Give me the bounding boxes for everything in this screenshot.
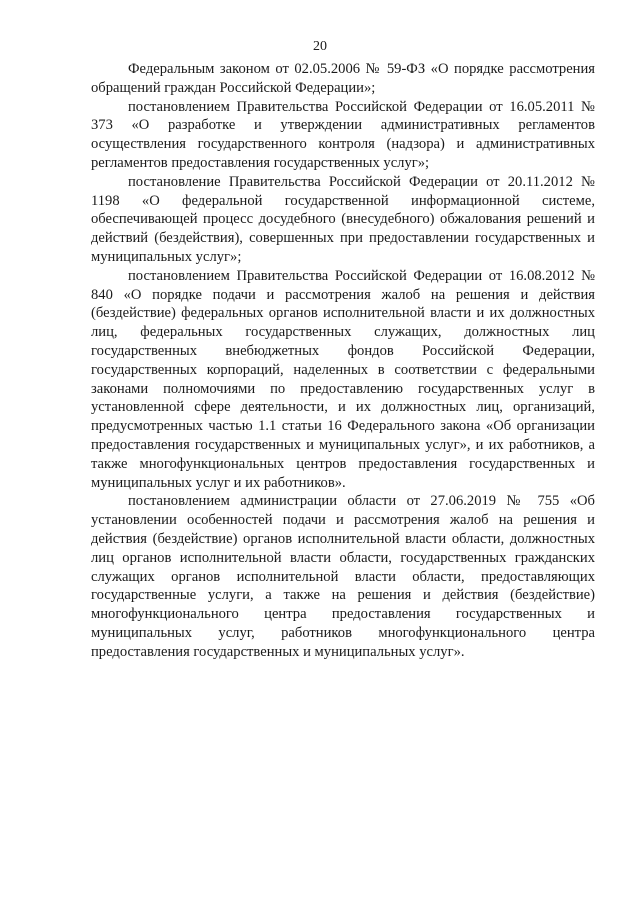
paragraph-decree-755: постановлением администрации области от 27.06.2019 № 755 «Об установлении особенностей подачи и рассмотрения жалоб на решения и действия (бездействие) органов исполнительной власти области, должностных лиц органов исполнительной власти области, государственных гражданских служащих органов исполнительной власти области, предоставляющих государственные услуги, а также на решения и действия (бездействие) многофункционального центра предоставления государственных и муниципальных услуг, работников многофункционального центра предоставления государственных и муниципальных услуг».: [91, 493, 595, 660]
paragraph-decree-840: постановлением Правительства Российской Федерации от 16.08.2012 № 840 «О порядке подачи и рассмотрения жалоб на решения и действия (бездействие) федеральных органов исполнительной власти и их должностных лиц, федеральных государственных служащих, должностных лиц государственных внебюджетных фондов Российской Федерации, государственных корпораций, наделенных в соответствии с федеральными законами полномочиями по предоставлению государственных услуг в установленной сфере деятельности, и их должностных лиц, организаций, предусмотренных частью 1.1 статьи 16 Федерального закона «Об организации предоставления государственных и муниципальных услуг», и их работников, а также многофункциональных центров предоставления государственных и муниципальных услуг и их работников».: [91, 267, 595, 491]
paragraph-federal-law-59: Федеральным законом от 02.05.2006 № 59-ФЗ «О порядке рассмотрения обращений граждан Российской Федерации»;: [91, 61, 595, 96]
paragraph-decree-373: постановлением Правительства Российской Федерации от 16.05.2011 № 373 «О разработке и утверждении административных регламентов осуществления государственного контроля (надзора) и административных регламентов предоставления государственных услуг»;: [91, 98, 595, 171]
page-number: 20: [313, 39, 327, 54]
document-body: [91, 60, 595, 662]
paragraph-decree-1198: постановление Правительства Российской Федерации от 20.11.2012 № 1198 «О федеральной государственной информационной системе, обеспечивающей процесс досудебного (внесудебного) обжалования решений и действий (бездействия), совершенных при предоставлении государственных и муниципальных услуг»;: [91, 173, 595, 265]
